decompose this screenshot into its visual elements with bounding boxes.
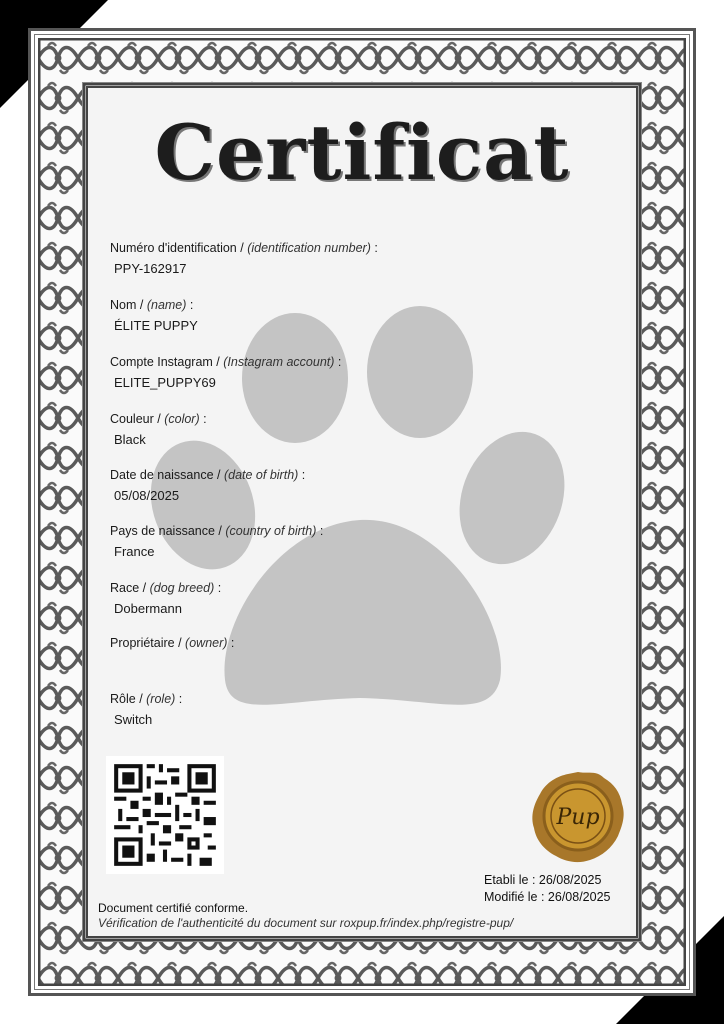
field-value: ELITE_PUPPY69 xyxy=(114,375,216,390)
field-value: Black xyxy=(114,432,146,447)
field-label: Compte Instagram / (Instagram account) : xyxy=(110,355,342,369)
established-date: Etabli le : 26/08/2025 xyxy=(484,873,602,887)
field-value: Switch xyxy=(114,712,153,727)
field-country-of-birth xyxy=(110,524,323,559)
certificate-title: Certificat xyxy=(154,108,570,197)
field-date-of-birth xyxy=(110,468,305,503)
field-value: Dobermann xyxy=(114,601,182,616)
field-label: Couleur / (color) : xyxy=(110,412,207,426)
field-label: Numéro d'identification / (identification number) : xyxy=(110,241,378,255)
field-owner xyxy=(110,636,234,656)
field-instagram-account xyxy=(110,355,341,390)
certificate-footer xyxy=(98,901,513,931)
field-label: Date de naissance / (date of birth) : xyxy=(110,468,306,482)
verification-text[interactable]: Vérification de l'authenticité du document sur roxpup.fr/index.php/registre-pup/ xyxy=(98,916,514,930)
certified-text: Document certifié conforme. xyxy=(98,901,249,915)
field-identification-number xyxy=(110,241,378,276)
field-value: 05/08/2025 xyxy=(114,488,180,503)
field-role xyxy=(110,692,182,727)
field-label: Nom / (name) : xyxy=(110,298,194,312)
field-value: PPY-162917 xyxy=(114,261,187,276)
field-label: Rôle / (role) : xyxy=(110,692,183,706)
qr-code[interactable] xyxy=(106,756,224,874)
modified-date: Modifié le : 26/08/2025 xyxy=(484,890,611,904)
qr-code-icon xyxy=(106,756,224,874)
wax-seal-icon xyxy=(530,768,626,864)
field-label: Pays de naissance / (country of birth) : xyxy=(110,524,324,538)
field-value: ÉLITE PUPPY xyxy=(114,318,198,333)
field-name xyxy=(110,298,198,333)
field-label: Race / (dog breed) : xyxy=(110,581,222,595)
field-value: France xyxy=(114,544,155,559)
field-dog-breed xyxy=(110,581,221,616)
field-label: Propriétaire / (owner) : xyxy=(110,636,235,650)
field-color xyxy=(110,412,207,447)
seal-text: Pup xyxy=(556,805,600,830)
